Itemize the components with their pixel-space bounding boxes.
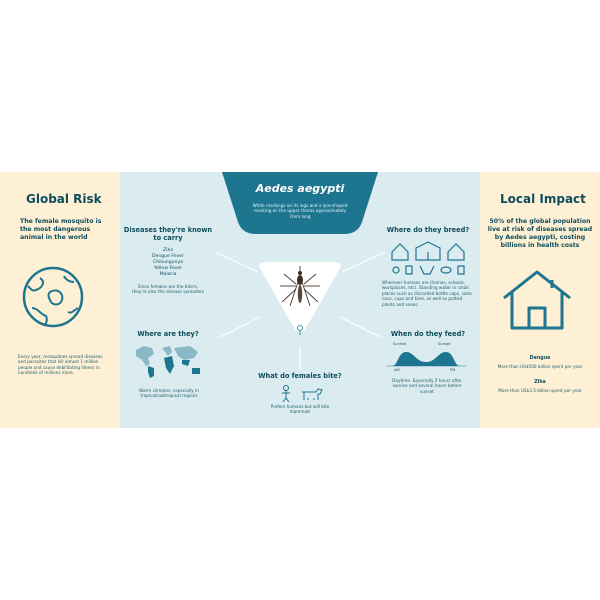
- sunrise-label: Sunrise: [393, 342, 407, 346]
- sunset-label: Sunset: [438, 342, 451, 346]
- species-description: White markings on its legs and a lyre-shaped marking on the upper thorax approximately 7mm long: [252, 203, 348, 219]
- global-risk-headline: The female mosquito is the most dangerous animal in the world: [20, 218, 102, 241]
- diseases-heading: Diseases they're known to carry: [123, 226, 213, 242]
- species-tab: [222, 172, 378, 240]
- world-map-icon: [132, 342, 206, 380]
- local-impact-title: Local Impact: [500, 192, 586, 206]
- feed-caption: Daytime. Especially 2 hours after sunrise and several hours before sunset: [392, 378, 462, 394]
- global-risk-body: Every year, mosquitoes spread diseases and parasites that kill almost 1 million people and cause debilitating illness in hundreds of millions more.: [18, 354, 103, 376]
- bite-heading: What do females bite?: [258, 372, 342, 380]
- disease-item: Zika: [163, 248, 173, 253]
- dengue-text: More than US$500 billion spent per year: [497, 364, 583, 369]
- am-label: AM: [394, 368, 400, 372]
- pm-label: PM: [450, 368, 456, 372]
- pin-icon: [296, 324, 304, 336]
- zika-label: Zika: [534, 380, 546, 385]
- feed-heading: When do they feed?: [390, 330, 466, 338]
- disease-list: [120, 248, 216, 278]
- house-icon: [500, 268, 574, 332]
- bite-caption: Prefers humans but will bite mammals: [270, 404, 330, 415]
- dengue-label: Dengue: [529, 356, 551, 361]
- zika-text: More than US$3.5 billion spent per year: [498, 388, 582, 393]
- disease-item: Malaria: [159, 272, 177, 277]
- species-title: Aedes aegypti: [255, 182, 345, 195]
- globe-icon: [20, 264, 86, 330]
- breed-caption: Wherever humans are (homes, schools, workplaces, etc). Standing water in small places such as discarded bottle caps, soda cans, cups and tires, as well as potted plants and vases.: [382, 280, 472, 307]
- breeding-sites-icons: [388, 238, 468, 276]
- feeding-time-chart: [386, 348, 466, 368]
- disease-item: Yellow Fever: [153, 266, 183, 271]
- disease-item: Chikungunya: [152, 260, 183, 265]
- local-impact-panel: [480, 172, 600, 428]
- where-caption: Warm climates, especially in tropical/subtropical regions: [139, 388, 199, 399]
- local-impact-headline: 50% of the global population live at risk of diseases spread by Aedes aegypti, costing billions in health costs: [487, 218, 593, 249]
- diseases-note: Since females are the biters, they're also the disease spreaders: [131, 284, 205, 295]
- human-and-animal-icon: [276, 384, 324, 402]
- where-heading: Where are they?: [137, 330, 199, 338]
- global-risk-panel: [0, 172, 120, 428]
- breed-heading: Where do they breed?: [386, 226, 470, 234]
- disease-item: Dengue Fever: [151, 254, 185, 259]
- global-risk-title: Global Risk: [26, 192, 102, 206]
